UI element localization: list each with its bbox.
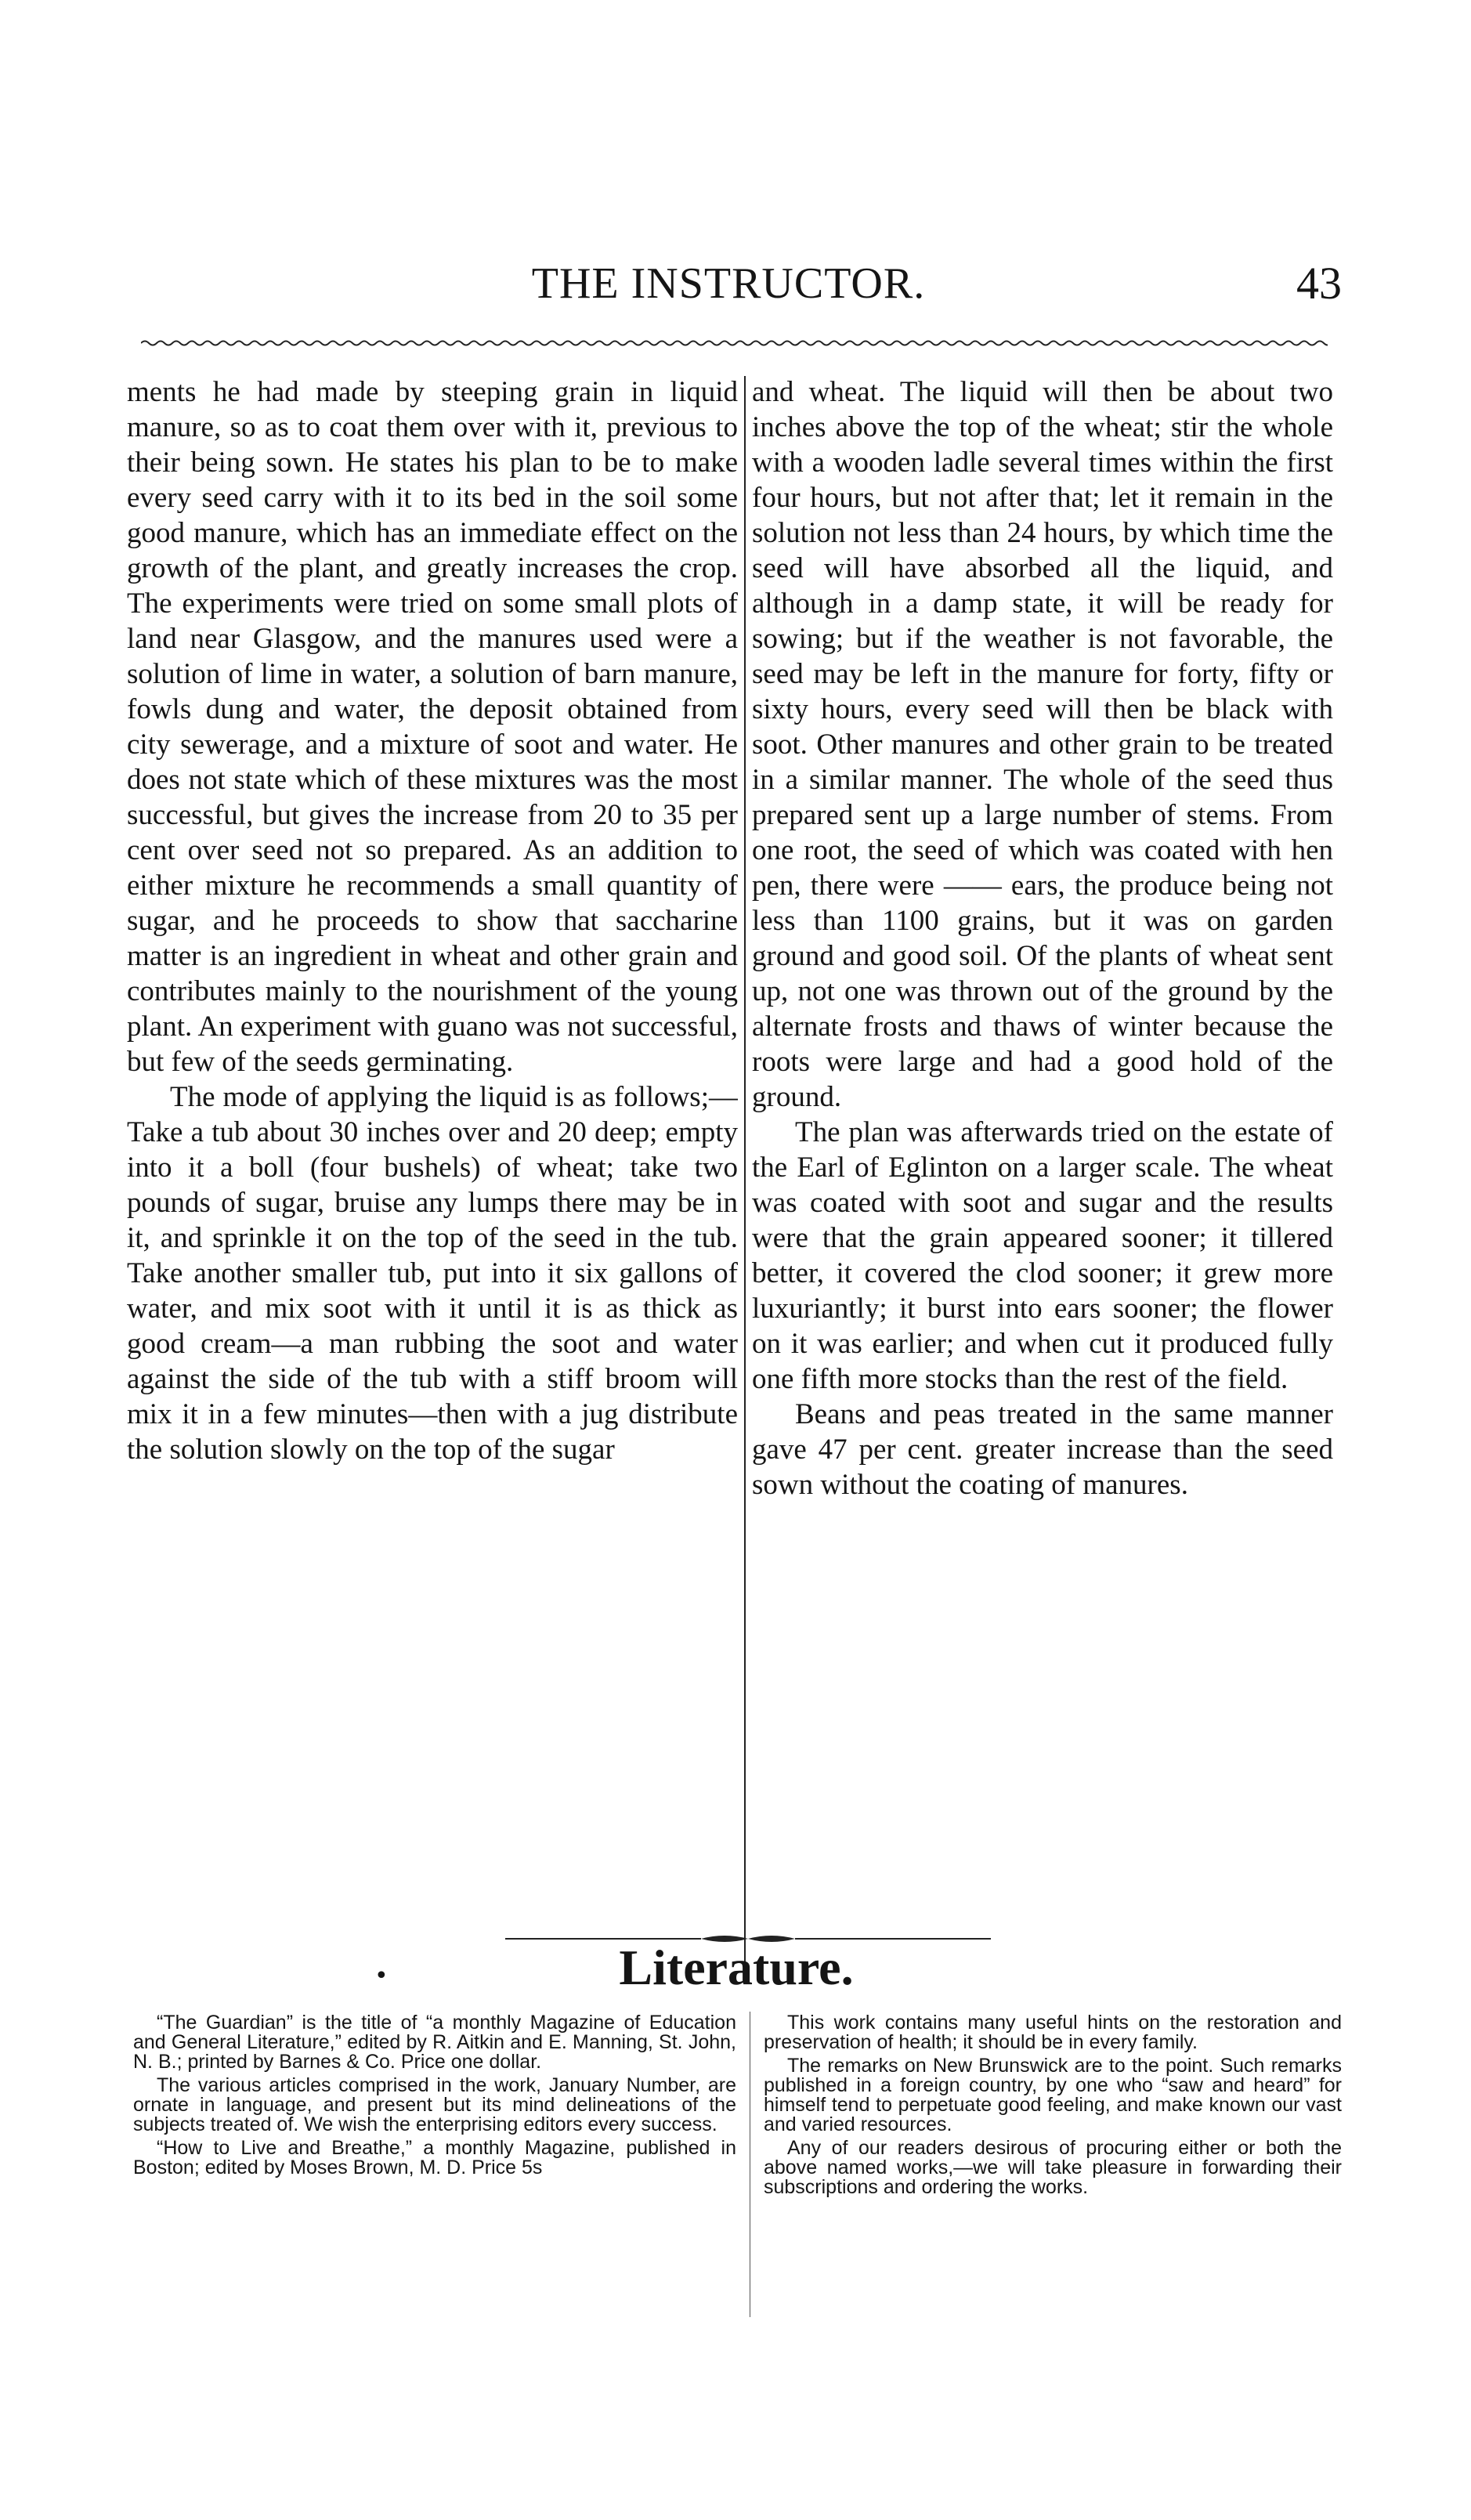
column-divider [744, 376, 746, 1966]
article-right-column [752, 374, 1333, 1871]
article-paragraph: The mode of applying the liquid is as follows;—Take a tub about 30 inches over and 20 deep; empty into it a boll (four bushels) of wheat; take two pounds of sugar, bruise any lumps there may be in it, and sprinkle it on the top of the seed in the tub. Take another smaller tub, put into it six gallons of water, and mix soot with it until it is as thick as good cream—a man rubbing the soot and water against the side of the tub with a stiff broom will mix it in a few minutes—then with a jug distribute the solution slowly on the top of the sugar [127, 1081, 738, 1466]
article-paragraph: Beans and peas treated in the same manner gave 47 per cent. greater increase than the seed sown without the coating of manures. [752, 1398, 1333, 1501]
article-paragraph: ments he had made by steeping grain in liquid manure, so as to coat them over with it, previous to their being sown. He states his plan to be to make every seed carry with it to its bed in the soil some good manure, which has an immediate effect on the growth of the plant, and greatly increases the crop. The experiments were tried on some small plots of land near Glasgow, and the manures used were a solution of lime in water, a solution of barn manure, fowls dung and water, the deposit obtained from city sewerage, and a mixture of soot and water. He does not state which of these mixtures was the most successful, but gives the increase from 20 to 35 per cent over seed not so prepared. As an addition to either mixture he recommends a small quantity of sugar, and he proceeds to show that saccharine matter is an ingredient in wheat and other grain and contributes mainly to the nourishment of the young plant. An experiment with guano was not successful, but few of the seeds germinating. [127, 376, 738, 1078]
literature-left-column [133, 2013, 736, 2342]
stray-mark: • [374, 1962, 389, 1990]
literature-paragraph: Any of our readers desirous of procuring either or both the above named works,—we will take pleasure in forwarding their subscriptions and ordering the works. [764, 2137, 1342, 2198]
literature-paragraph: The remarks on New Brunswick are to the point. Such remarks published in a foreign country, by one who “saw and heard” for himself tend to perpetuate good feeling, and make known our vast and varied resources. [764, 2055, 1342, 2135]
literature-paragraph: The various articles comprised in the work, January Number, are ornate in language, and present but its mind delineations of the subjects treated of. We wish the enterprising editors every success. [133, 2074, 736, 2135]
literature-paragraph: “The Guardian” is the title of “a monthly Magazine of Education and General Literature,” edited by R. Aitkin and E. Manning, St. John, N. B.; printed by Barnes & Co. Price one dollar. [133, 2013, 736, 2073]
section-heading: Literature. [619, 1940, 854, 1995]
page-number: 43 [1296, 258, 1342, 309]
article-paragraph: The plan was afterwards tried on the estate of the Earl of Eglinton on a larger scale. The wheat was coated with soot and sugar and the results were that the grain appeared sooner; it tillered better, it covered the clod sooner; it grew more luxuriantly; it burst into ears sooner; the flower on it was earlier; and when cut it produced fully one fifth more stocks than the rest of the field. [752, 1116, 1333, 1395]
running-head-title: THE INSTRUCTOR. [531, 259, 926, 308]
literature-right-column [764, 2013, 1342, 2327]
article-left-column [127, 374, 738, 1949]
wavy-header-rule [141, 337, 1328, 349]
literature-paragraph: This work contains many useful hints on the restoration and preservation of health; it should be in every family. [764, 2013, 1342, 2053]
literature-paragraph: “How to Live and Breathe,” a monthly Magazine, published in Boston; edited by Moses Brown, M. D. Price 5s [133, 2137, 736, 2178]
article-paragraph: and wheat. The liquid will then be about two inches above the top of the wheat; stir the whole with a wooden ladle several times within the first four hours, but not after that; let it remain in the solution not less than 24 hours, by which time the seed will have absorbed all the liquid, and although in a damp state, it will be ready for sowing; but if the weather is not favorable, the seed may be left in the manure for forty, fifty or sixty hours, every seed will then be black with soot. Other manures and other grain to be treated in a similar manner. The whole of the seed thus prepared sent up a large number of stems. From one root, the seed of which was coated with hen pen, there were —— ears, the produce being not less than 1100 grains, but it was on garden ground and good soil. Of the plants of wheat sent up, not one was thrown out of the ground by the alternate frosts and thaws of winter because the roots were large and had a good hold of the ground. [752, 376, 1333, 1113]
